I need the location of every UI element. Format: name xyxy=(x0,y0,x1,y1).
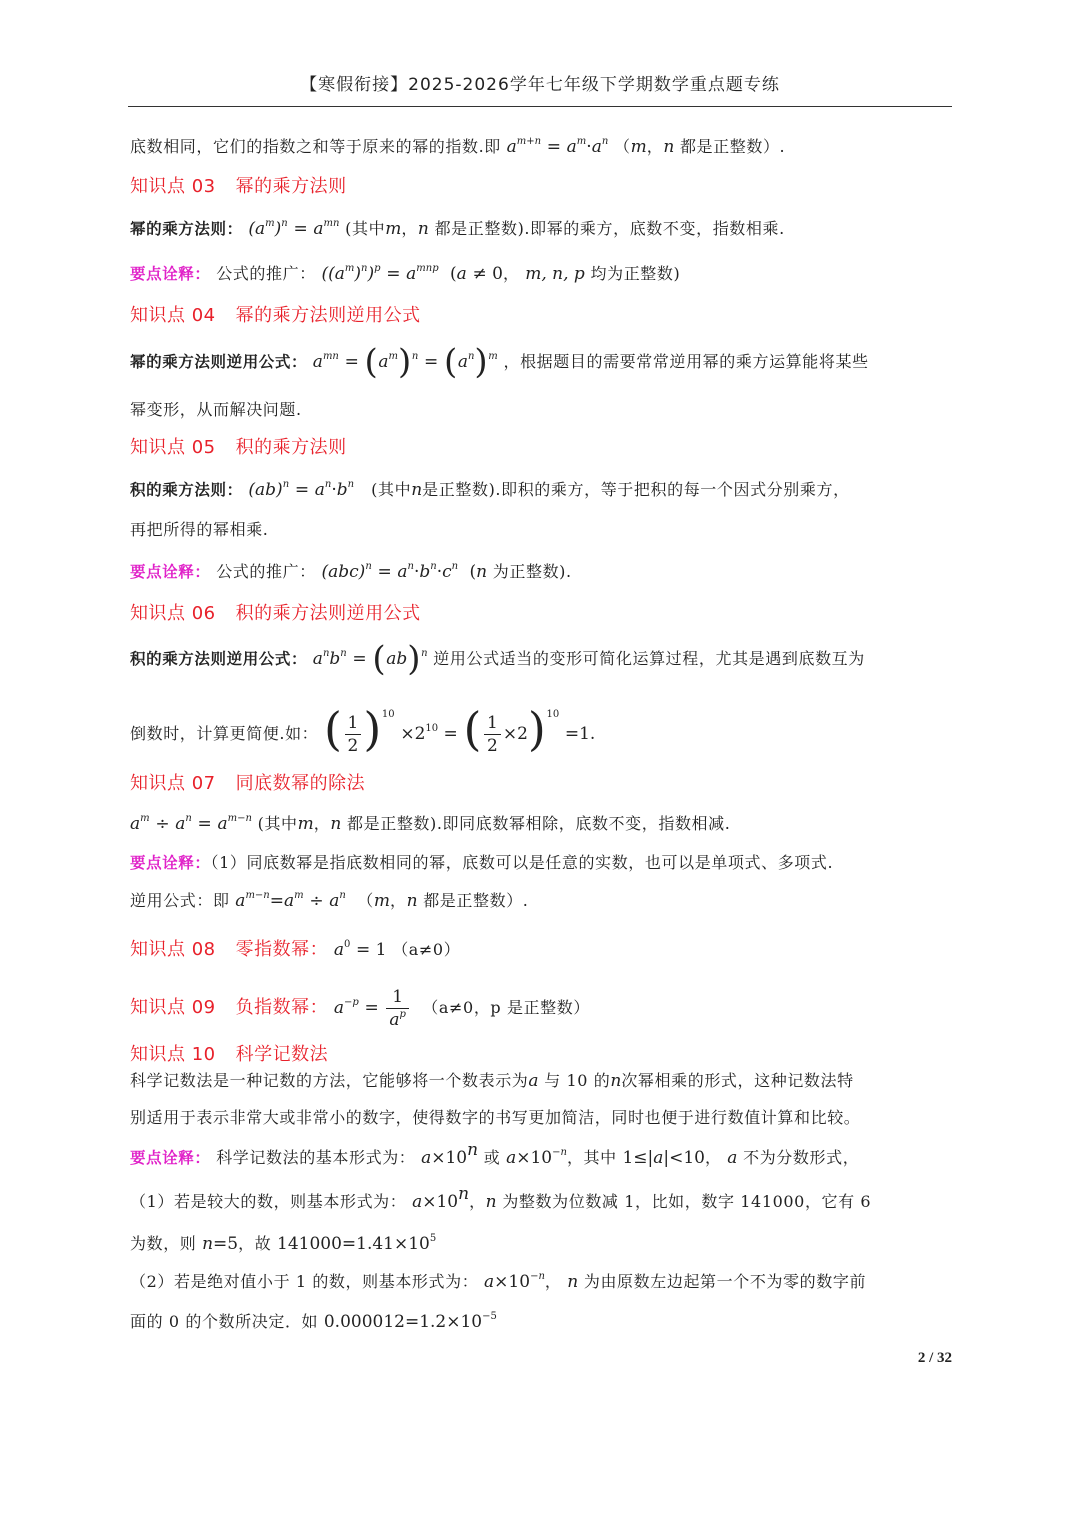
k05-rule-cont: 再把所得的幂相乘. xyxy=(130,520,269,539)
k07-rule: $a^m \div a^n = a^{m-n}$ (其中m，n 都是正整数).即同底数幂相除，底数不变，指数相减. xyxy=(130,813,731,834)
header-divider xyxy=(128,106,952,107)
k03-rule: 幂的乘方法则： $(a^m)^n = a^{mn}$ (其中m，n 都是正整数).即幂的乘方，底数不变，指数相乘. xyxy=(130,218,785,239)
k10-item-2-cont: 面的 0 的个数所决定．如 $0.000012=1.2\times 10^{-5}$ xyxy=(130,1311,497,1332)
k10-item-1-cont: 为数，则 n=5，故 $141000=1.41\times 10^5$ xyxy=(130,1233,437,1254)
section-heading-k06: 知识点 06 积的乘方法则逆用公式 xyxy=(130,603,421,624)
section-heading-k09: 知识点 09 负指数幂： xyxy=(130,997,329,1018)
k10-note: 要点诠释： 科学记数法的基本形式为： $a\times 10^n$ 或 $a\times 10^{-n}$，其中 1≤|a|<10， a 不为分数形式， xyxy=(130,1140,860,1168)
page-number: 2 / 32 xyxy=(917,1350,952,1366)
k08-rule: 知识点 08 零指数幂： $a^0 = 1$ （a≠0） xyxy=(130,939,461,960)
k10-item-2: （2）若是绝对值小于 1 的数，则基本形式为： $a\times 10^{-n}$， n 为由原数左边起第一个不为零的数字前 xyxy=(130,1271,867,1292)
section-heading-k07: 知识点 07 同底数幂的除法 xyxy=(130,773,366,794)
page-header: 【寒假衔接】2025-2026学年七年级下学期数学重点题专练 xyxy=(300,75,780,95)
paragraph-product-rule-tail: 底数相同，它们的指数之和等于原来的幂的指数.即 $a^{m+n} = a^m\cdot a^n$ （m，n 都是正整数）. xyxy=(130,136,786,157)
k09-rule: 知识点 09 负指数幂： $a^{-p}$ = $\frac{1}{a^p}$ （a≠0，p 是正整数） xyxy=(130,987,590,1030)
k03-note: 要点诠释： 公式的推广： $((a^m)^n)^p = a^{mnp}$ (a ≠ 0， m, n, p 均为正整数) xyxy=(130,263,681,284)
k05-rule: 积的乘方法则： $(ab)^n = a^n\cdot b^n$ (其中n是正整数).即积的乘方，等于把积的每一个因式分别乘方， xyxy=(130,479,850,500)
k07-note-inverse: 逆用公式：即 $a^{m-n}=a^m \div a^n$ （m，n 都是正整数）. xyxy=(130,890,529,911)
k04-rule-cont: 幂变形，从而解决问题. xyxy=(130,400,302,419)
k10-item-1: （1）若是较大的数，则基本形式为： $a\times 10^n$，n 为整数为位数减 1，比如，数字 141000，它有 6 xyxy=(130,1184,872,1212)
k10-paragraph-1: 科学记数法是一种记数的方法，它能够将一个数表示为a 与 10 的n次幂相乘的形式，这种记数法特 xyxy=(130,1071,854,1091)
section-heading-k10: 知识点 10 科学记数法 xyxy=(130,1044,329,1065)
section-heading-k03: 知识点 03 幂的乘方法则 xyxy=(130,176,347,197)
section-heading-k08: 知识点 08 零指数幂： xyxy=(130,939,329,960)
k04-rule: 幂的乘方法则逆用公式： $a^{mn} = (a^m)^n = (a^n)^m$ ，根据题目的需要常常逆用幂的乘方运算能将某些 xyxy=(130,342,869,382)
k06-example: 倒数时，计算更简便.如： ( $\frac{1}{2}$ )$^{10} \times 2^{10}$ = ( $\frac{1}{2}$ ×2)$^{10}$ =1. xyxy=(130,702,596,756)
k05-note: 要点诠释： 公式的推广： $(abc)^n = a^n\cdot b^n\cdot c^n$ (n 为正整数). xyxy=(130,561,572,582)
k07-note: 要点诠释：（1）同底数幂是指底数相同的幂，底数可以是任意的实数，也可以是单项式、多项式. xyxy=(130,853,834,872)
section-heading-k05: 知识点 05 积的乘方法则 xyxy=(130,437,347,458)
k10-paragraph-2: 别适用于表示非常大或非常小的数字，使得数字的书写更加简洁，同时也便于进行数值计算和比较。 xyxy=(130,1108,861,1127)
k06-rule: 积的乘方法则逆用公式： $a^nb^n = (ab)^n$ 逆用公式适当的变形可简化运算过程，尤其是遇到底数互为 xyxy=(130,639,865,679)
section-heading-k04: 知识点 04 幂的乘方法则逆用公式 xyxy=(130,305,421,326)
